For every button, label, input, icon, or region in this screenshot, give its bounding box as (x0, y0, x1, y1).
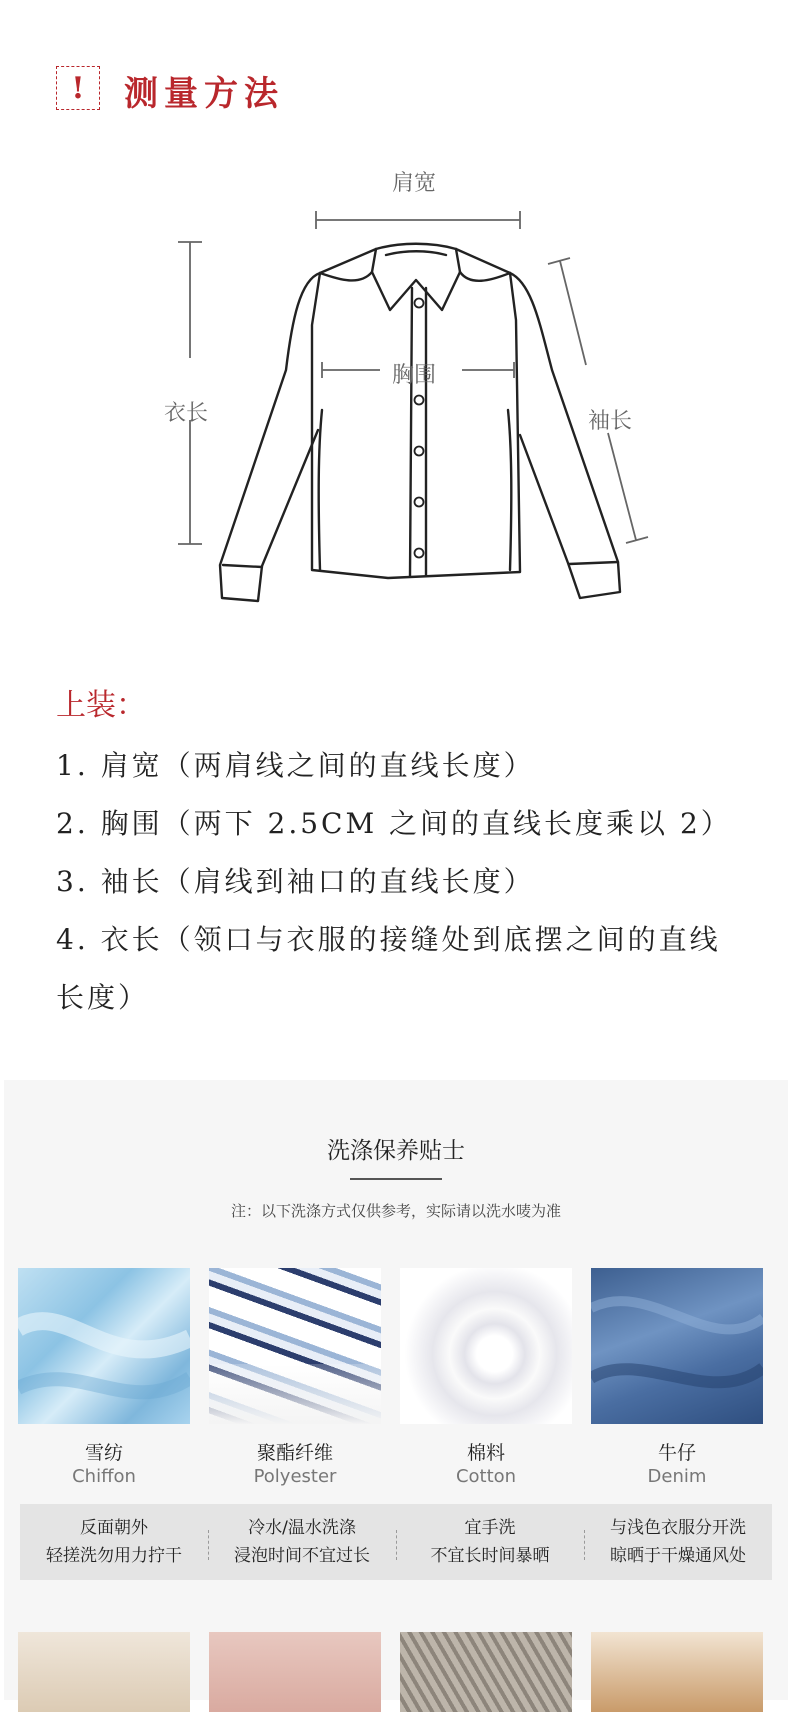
fabric-name-en: Polyester (253, 1466, 337, 1487)
care-tip: 宜手洗 不宜长时间暴晒 (430, 1518, 550, 1566)
section-title: 测量方法 (124, 74, 284, 114)
care-note: 注：以下洗涤方式仅供参考，实际请以洗水唛为准 (230, 1202, 561, 1220)
fabric-image (591, 1632, 763, 1712)
measurement-item: 1. 肩宽（两肩线之间的直线长度） (56, 749, 535, 782)
chiffon-image (18, 1268, 190, 1424)
measurement-item: 4. 衣长（领口与衣服的接缝处到底摆之间的直线 (56, 923, 721, 956)
denim-image (591, 1268, 763, 1424)
measurement-list (56, 737, 766, 1027)
chest-label: 胸围 (392, 363, 437, 388)
sleeve-label: 袖长 (588, 409, 633, 434)
measurement-item: 2. 胸围（两下 2.5CM 之间的直线长度乘以 2） (56, 807, 732, 840)
length-label: 衣长 (164, 401, 209, 426)
fabric-name-cn: 棉料 (466, 1442, 505, 1464)
shoulder-label: 肩宽 (392, 171, 437, 196)
polyester-image (209, 1268, 381, 1424)
fabric-image (209, 1632, 381, 1712)
fabric-image (18, 1632, 190, 1712)
care-tip: 反面朝外 轻搓洗勿用力拧干 (46, 1518, 182, 1566)
fabric-image (400, 1632, 572, 1712)
fabric-name-cn: 牛仔 (657, 1442, 696, 1464)
fabric-name-en: Cotton (455, 1466, 517, 1487)
care-tip: 与浅色衣服分开洗 晾晒于干燥通风处 (610, 1518, 746, 1566)
cotton-image (400, 1268, 572, 1424)
fabric-name-en: Chiffon (72, 1466, 136, 1487)
warning-icon: ! (56, 66, 100, 110)
care-panel (4, 1080, 788, 1700)
measurement-item: 3. 袖长（肩线到袖口的直线长度） (56, 865, 535, 898)
fabric-name-en: Denim (647, 1466, 707, 1487)
measurement-item: 长度） (56, 981, 150, 1014)
care-tip: 冷水/温水洗涤 浸泡时间不宜过长 (234, 1518, 370, 1566)
fabric-name-cn: 雪纺 (84, 1442, 123, 1464)
top-wear-heading: 上装： (56, 688, 146, 723)
care-title: 洗涤保养贴士 (327, 1138, 465, 1164)
title-underline (350, 1178, 442, 1180)
care-tips-bar (20, 1504, 772, 1580)
fabric-name-cn: 聚酯纤维 (256, 1442, 333, 1464)
